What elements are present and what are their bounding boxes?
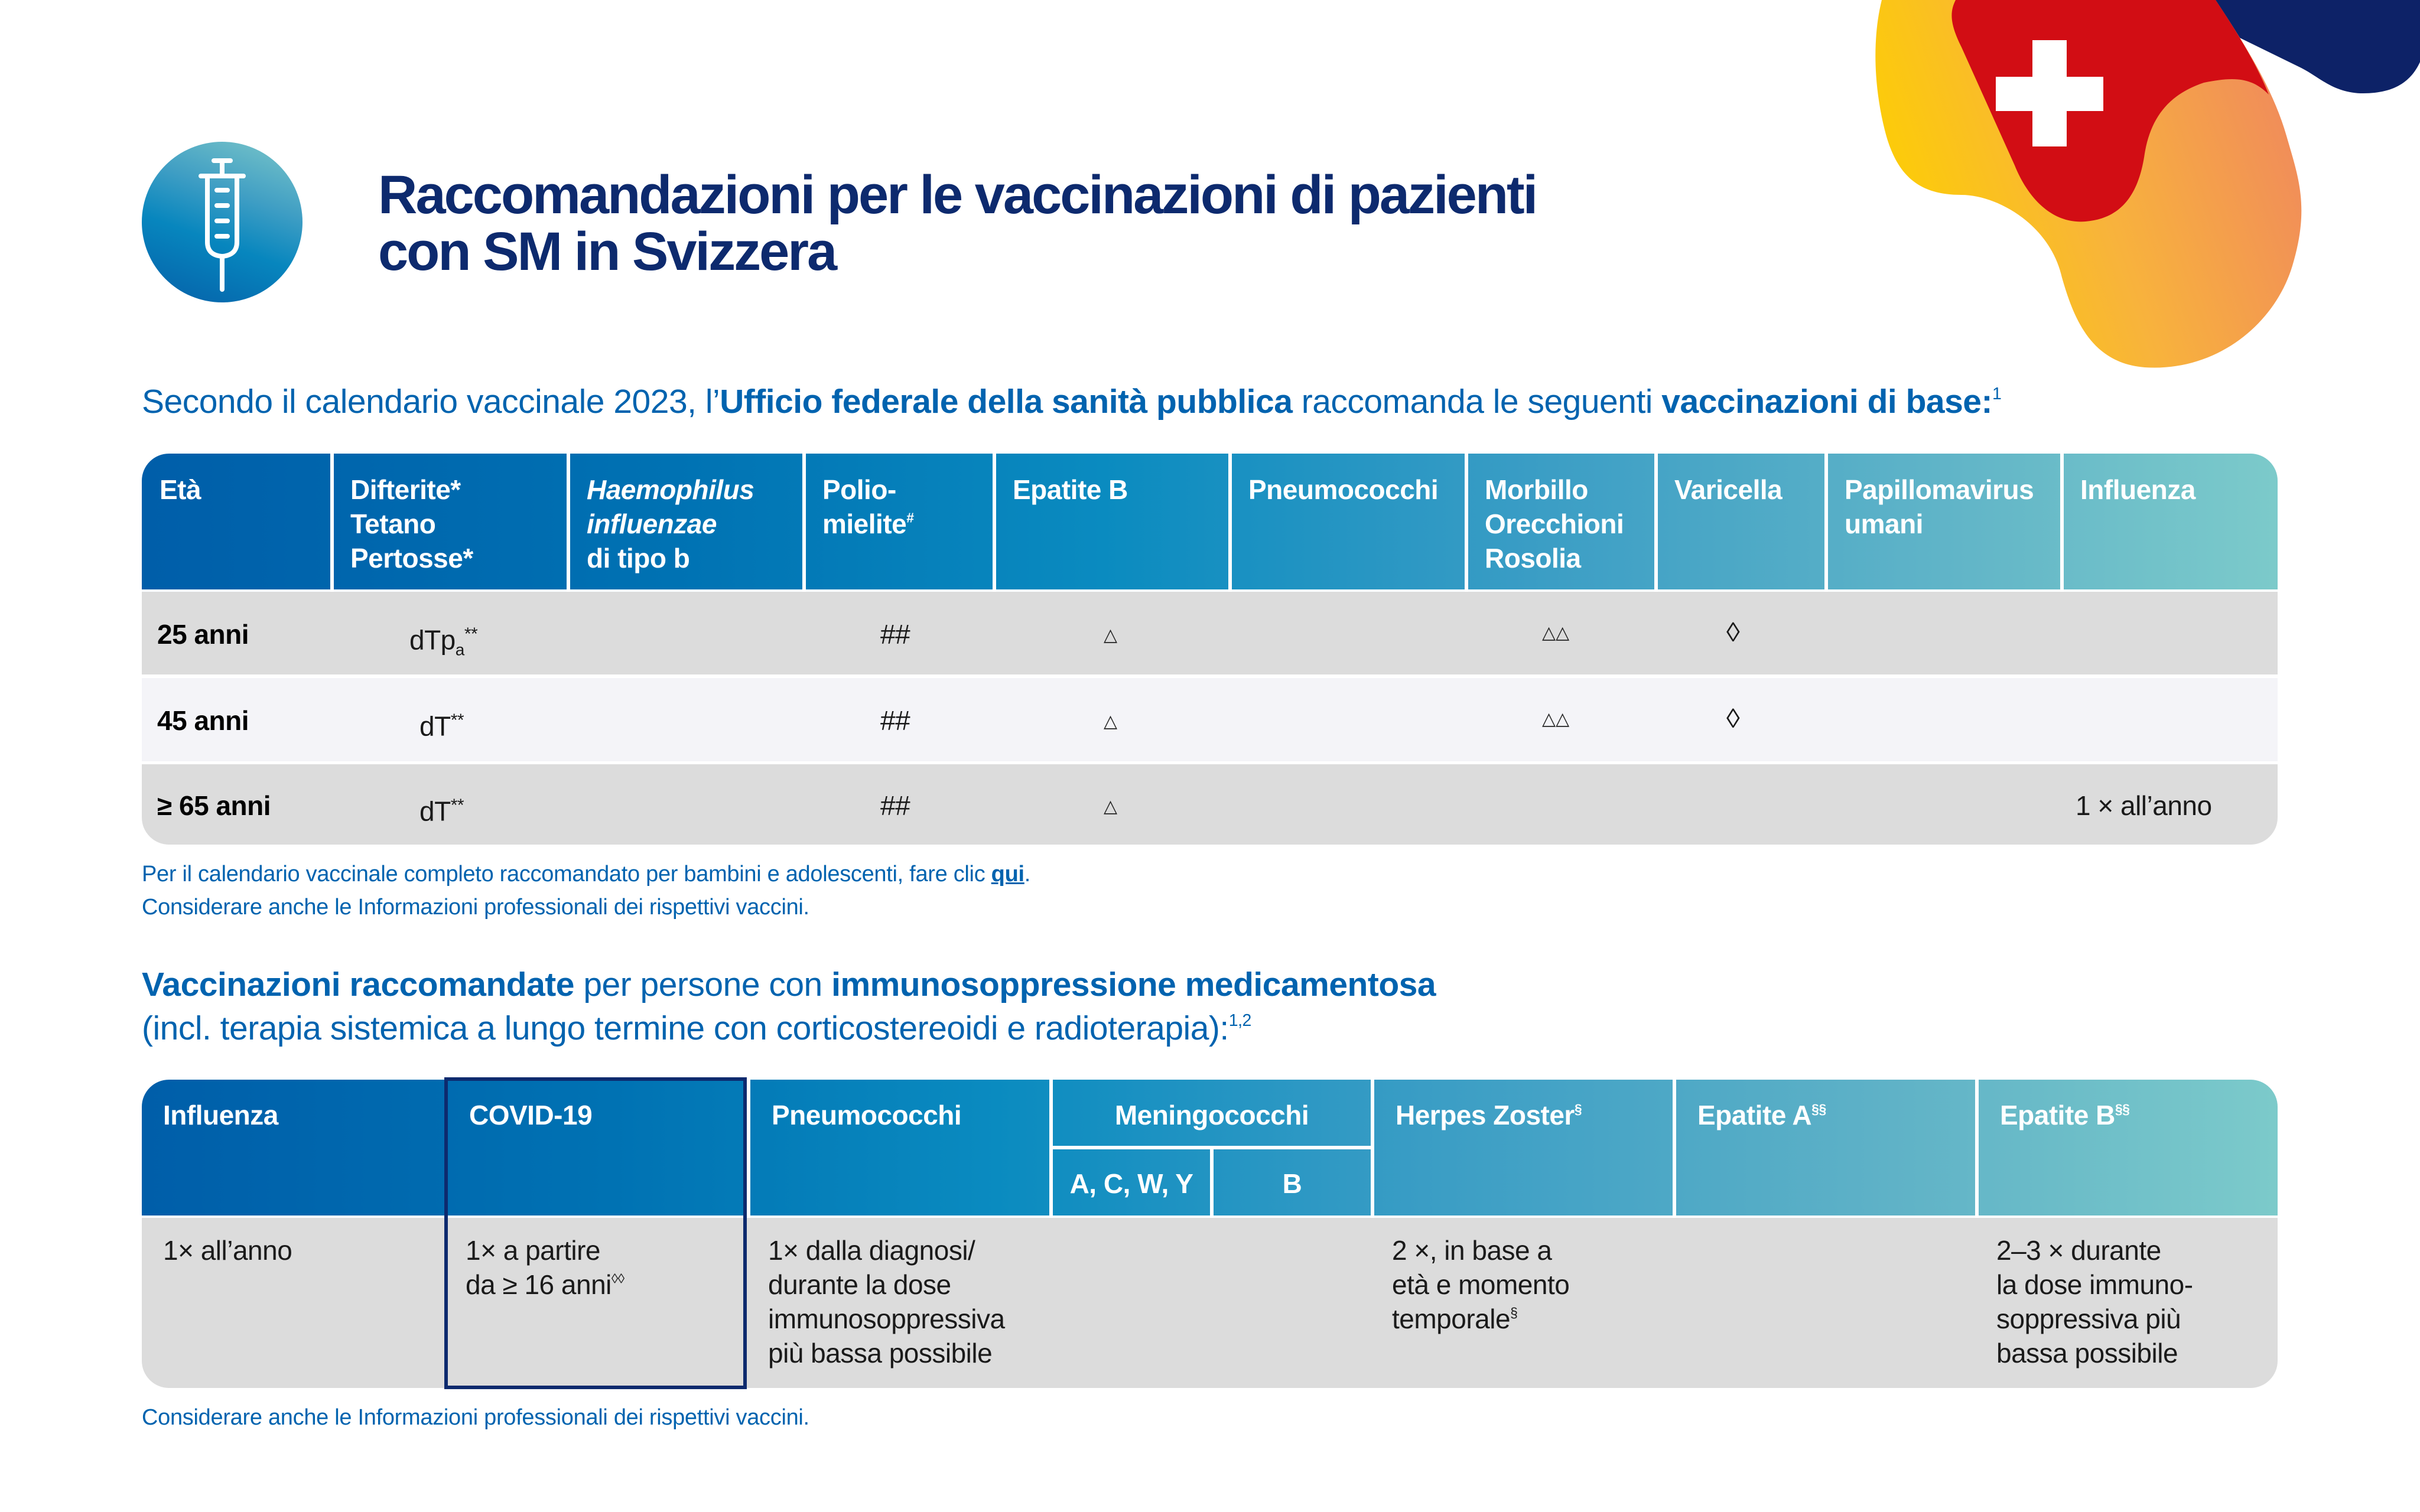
header-pneumo	[747, 1080, 1049, 1216]
header-hepb	[1975, 1080, 2278, 1216]
header-text: Tetano	[350, 509, 436, 539]
cell-line: 1× a partire	[466, 1235, 600, 1266]
table-row	[142, 592, 2278, 674]
dtp-text: dT	[419, 796, 451, 827]
header-text: influenzae	[587, 509, 717, 539]
header-text: Età	[160, 474, 201, 505]
age-cell: 45 anni	[157, 705, 249, 736]
header-age	[142, 454, 330, 589]
footnote-professional-info-2: Considerare anche le Informazioni professionali dei rispettivi vaccini.	[142, 1405, 809, 1430]
header-meningo	[1049, 1080, 1371, 1149]
table-header-row	[142, 454, 2278, 589]
footnote-period: .	[1024, 862, 1031, 887]
herpes-cell	[1392, 1233, 1569, 1336]
header-text: mielite	[822, 509, 907, 539]
cell-line: da ≥ 16 anni	[466, 1269, 611, 1300]
header-text: Haemophilus	[587, 474, 754, 505]
cell-line: temporale	[1392, 1304, 1511, 1334]
polio-cell: ##	[880, 790, 910, 821]
section2-bold2: immunosoppressione medicamentosa	[831, 966, 1436, 1003]
dtp-cell	[409, 618, 477, 667]
polio-cell: ##	[880, 619, 910, 650]
header-text: Difterite*	[350, 474, 461, 505]
section2-bold1: Vaccinazioni raccomandate	[142, 966, 574, 1003]
header-hpv	[1824, 454, 2060, 589]
header-varicella	[1654, 454, 1824, 589]
header-hepa	[1673, 1080, 1975, 1216]
header-text: Influenza	[2080, 474, 2195, 505]
cell-line: bassa possibile	[1996, 1338, 2178, 1368]
pneumo-cell	[768, 1233, 1005, 1370]
table-row	[142, 764, 2278, 845]
header-hib	[567, 454, 802, 589]
header-text: Herpes Zoster	[1396, 1100, 1575, 1130]
header-meningo-acwy	[1049, 1149, 1210, 1216]
header-text: COVID-19	[469, 1100, 593, 1130]
header-text: di tipo b	[587, 543, 690, 573]
table-row	[142, 678, 2278, 761]
section2-part1: per persone con	[574, 966, 832, 1003]
header-text: Polio-	[822, 474, 896, 505]
hepb-triangle-icon: △	[1104, 712, 1118, 731]
hepb-cell	[1996, 1233, 2193, 1370]
header-text: Morbillo	[1485, 474, 1588, 505]
age-cell: ≥ 65 anni	[157, 790, 271, 821]
cell-line: 1× dalla diagnosi/	[768, 1235, 975, 1266]
header-text: Pneumococchi	[1248, 474, 1439, 505]
intro-part1: Secondo il calendario vaccinale 2023, l’	[142, 383, 720, 421]
header-mmr	[1465, 454, 1654, 589]
basic-vaccination-table	[142, 454, 2278, 845]
dtp-footnote-ref: **	[450, 796, 464, 815]
mmr-triangles-icon: △△	[1542, 623, 1570, 643]
header-text: Varicella	[1674, 474, 1783, 505]
section2-heading	[142, 963, 1436, 1050]
cell-line: soppressiva più	[1996, 1304, 2181, 1334]
footnote-calendar	[142, 858, 1030, 891]
intro-bold-office: Ufficio federale della sanità pubblica	[720, 383, 1293, 421]
calendar-link[interactable]: qui	[991, 862, 1024, 887]
header-influenza	[142, 1080, 444, 1216]
dtp-cell	[419, 704, 464, 742]
cell-line: 2–3 × durante	[1996, 1235, 2161, 1266]
polio-cell: ##	[880, 705, 910, 736]
header-text: Epatite B	[1013, 474, 1128, 505]
header-text: Orecchioni	[1485, 509, 1624, 539]
intro-bold-vaccinations: vaccinazioni di base:	[1661, 383, 1992, 421]
cell-line: 1× all’anno	[163, 1235, 292, 1266]
dtp-text: dTp	[409, 624, 456, 656]
header-text: Papillomavirus	[1845, 474, 2034, 505]
section2-line2: (incl. terapia sistemica a lungo termine con corticostereoidi e radioterapia):	[142, 1009, 1229, 1047]
dtp-footnote-ref: **	[450, 711, 464, 730]
varicella-diamond-icon: ◊	[1726, 617, 1740, 647]
dtp-subscript: a	[455, 640, 464, 659]
dtp-footnote-ref: **	[464, 624, 478, 644]
header-footnote-ref: #	[906, 510, 914, 526]
cell-line: età e momento	[1392, 1269, 1570, 1300]
intro-part2: raccomanda le seguenti	[1292, 383, 1662, 421]
cell-line: immunosoppressiva	[768, 1304, 1005, 1334]
header-footnote-ref: §	[1574, 1101, 1582, 1117]
footnote-text: Per il calendario vaccinale completo raccomandato per bambini e adolescenti, fare clic	[142, 862, 991, 887]
header-text: Influenza	[163, 1100, 278, 1130]
mmr-triangles-icon: △△	[1542, 709, 1570, 729]
section2-footnote-ref: 1,2	[1228, 1011, 1251, 1031]
header-influenza	[2060, 454, 2278, 589]
hepb-triangle-icon: △	[1104, 625, 1118, 645]
header-meningo-b	[1210, 1149, 1371, 1216]
header-text: Epatite B	[2000, 1100, 2115, 1130]
varicella-diamond-icon: ◊	[1726, 703, 1740, 734]
cell-line: la dose immuno-	[1996, 1269, 2193, 1300]
dtp-text: dT	[419, 711, 451, 742]
header-text: Epatite A	[1697, 1100, 1812, 1130]
influenza-cell: 1 × all’anno	[2076, 790, 2212, 821]
header-text: Meningococchi	[1114, 1100, 1309, 1130]
cell-line: più bassa possibile	[768, 1338, 993, 1368]
header-dtp	[330, 454, 567, 589]
swiss-cross-blob-logo	[1861, 0, 2420, 378]
header-text: B	[1282, 1168, 1302, 1199]
header-footnote-ref: §§	[2115, 1101, 2130, 1117]
cell-footnote-ref: §	[1510, 1305, 1518, 1321]
page-title	[378, 167, 1536, 280]
intro-text	[142, 381, 2001, 422]
header-text: Pertosse*	[350, 543, 473, 573]
header-text: A, C, W, Y	[1069, 1168, 1193, 1199]
header-text: umani	[1845, 509, 1923, 539]
influenza-cell	[163, 1233, 292, 1267]
age-cell: 25 anni	[157, 619, 249, 650]
cell-footnote-ref: ◊◊	[611, 1270, 624, 1286]
header-text: Pneumococchi	[772, 1100, 962, 1130]
header-pneumo	[1228, 454, 1465, 589]
dtp-cell	[419, 789, 464, 827]
cell-line: durante la dose	[768, 1269, 951, 1300]
header-hepb	[993, 454, 1228, 589]
syringe-icon	[142, 142, 302, 302]
footnote-professional-info: Considerare anche le Informazioni professionali dei rispettivi vaccini.	[142, 895, 809, 920]
title-line-1: Raccomandazioni per le vaccinazioni di pazienti	[378, 165, 1537, 225]
header-herpes	[1371, 1080, 1673, 1216]
cell-line: 2 ×, in base a	[1392, 1235, 1552, 1266]
header-text: Rosolia	[1485, 543, 1581, 573]
intro-footnote-ref: 1	[1992, 384, 2002, 404]
title-line-2: con SM in Svizzera	[378, 221, 836, 282]
hepb-triangle-icon: △	[1104, 797, 1118, 816]
header-polio	[802, 454, 993, 589]
covid-column-highlight	[444, 1077, 747, 1389]
header-footnote-ref: §§	[1811, 1101, 1826, 1117]
